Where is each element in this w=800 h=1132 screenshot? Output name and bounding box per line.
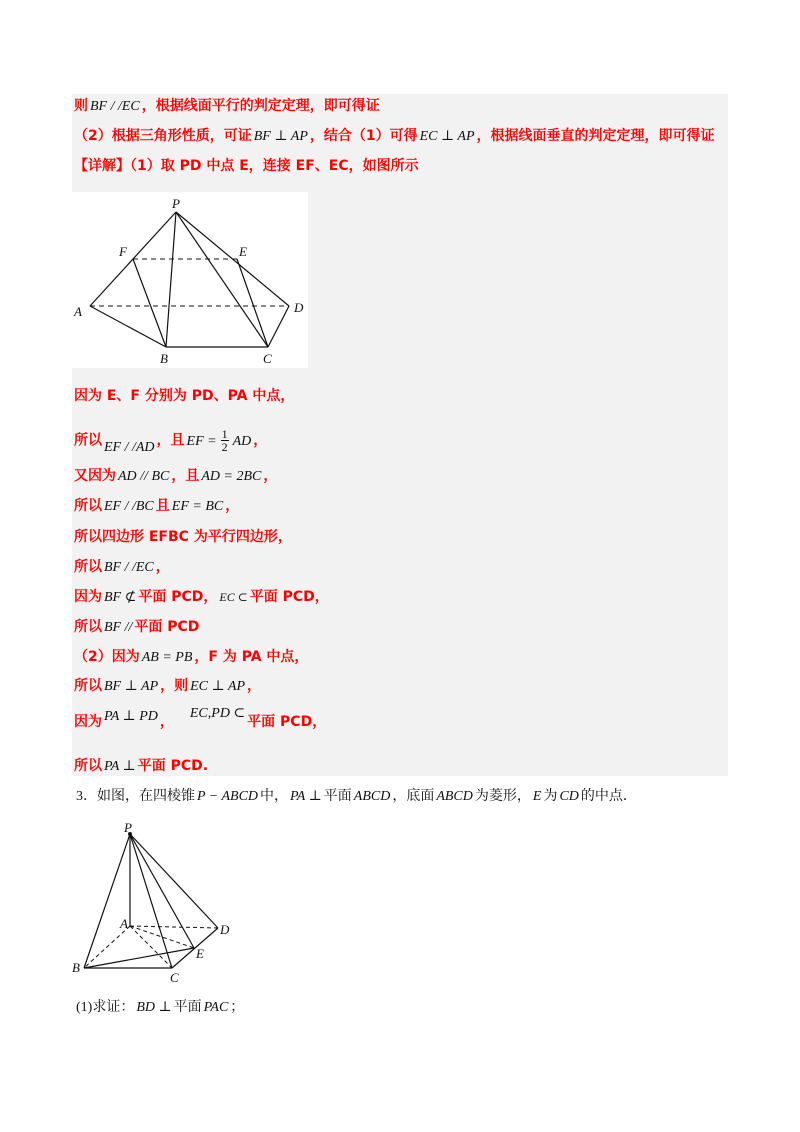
text: ， xyxy=(253,432,268,449)
label-P: P xyxy=(124,820,132,835)
problem-3-stem xyxy=(76,787,637,807)
pyramid-figure-1 xyxy=(72,192,308,368)
math: EF = xyxy=(186,433,217,449)
problem-number: 3． xyxy=(76,789,97,804)
text: ， xyxy=(247,678,262,694)
text: ，且 xyxy=(171,468,200,484)
math: BD ⊥ xyxy=(136,1000,172,1015)
text: 为菱形， xyxy=(474,789,531,804)
solution-line-10 xyxy=(74,587,329,608)
text: ， xyxy=(263,468,278,484)
text: 如图，在四棱锥 xyxy=(97,789,195,804)
label-F: F xyxy=(119,244,127,259)
text: ，F 为 PA 中点， xyxy=(194,649,309,665)
text: 所以 xyxy=(74,432,102,449)
text: 所以 xyxy=(74,678,102,694)
text: 所以 xyxy=(74,559,102,575)
text: ，则 xyxy=(160,678,189,694)
label-A: A xyxy=(120,916,128,931)
text: 因为 xyxy=(74,714,102,730)
label-C: C xyxy=(170,970,179,985)
math: PAC xyxy=(203,1000,229,1015)
math: EC ⊂ xyxy=(219,590,248,604)
solution-line-9 xyxy=(74,557,170,578)
text: 中， xyxy=(260,789,289,804)
pyramid-diagram xyxy=(72,192,308,368)
text: （2）根据三角形性质，可证 xyxy=(74,128,252,144)
math: EC,PD ⊂ xyxy=(189,706,246,721)
math: AD // BC xyxy=(118,469,170,484)
math: EF / /AD xyxy=(104,439,155,455)
pyramid-diagram-2 xyxy=(72,820,244,986)
pyramid-figure-2 xyxy=(72,820,244,986)
math: ABCD xyxy=(353,789,391,804)
text: ， xyxy=(155,559,170,575)
label-P: P xyxy=(172,196,180,211)
text: 平面 PCD. xyxy=(137,758,209,774)
text: 平面 PCD， xyxy=(247,714,327,730)
text: ，根据线面平行的判定定理，即可得证 xyxy=(141,98,380,114)
math: P − ABCD xyxy=(197,789,259,804)
math: BF ⊄ xyxy=(104,590,137,605)
math: PA ⊥ PD xyxy=(104,709,158,724)
label-E: E xyxy=(196,946,204,961)
text: ； xyxy=(230,1000,245,1015)
math: EC ⊥ AP xyxy=(190,679,246,694)
text: 平面 PCD xyxy=(134,619,200,635)
text: 平面 xyxy=(173,1000,202,1015)
solution-line-15 xyxy=(74,756,208,777)
solution-line-6 xyxy=(74,466,277,487)
math: AB = PB xyxy=(141,650,193,665)
solution-line-8 xyxy=(74,527,292,547)
solution-line-4 xyxy=(74,386,294,406)
solution-line-11 xyxy=(74,617,199,638)
label-B: B xyxy=(160,351,168,366)
text: 因为 E、F 分别为 PD、PA 中点， xyxy=(74,388,295,404)
question-number: (1) xyxy=(76,1000,93,1015)
solution-line-7 xyxy=(74,496,239,517)
text: 则 xyxy=(74,98,88,114)
math: EF / /BC xyxy=(104,499,154,514)
text: 所以四边形 EFBC 为平行四边形， xyxy=(74,529,292,545)
math: BF ⊥ AP xyxy=(253,129,308,144)
text: （2）因为 xyxy=(74,649,140,665)
math: BF ⊥ AP xyxy=(104,679,159,694)
text: 所以 xyxy=(74,498,102,514)
text: 所以 xyxy=(74,758,102,774)
text: 求证： xyxy=(92,1000,135,1015)
math: BF // xyxy=(104,620,133,635)
text: ，结合（1）可得 xyxy=(309,128,418,144)
text: 所以 xyxy=(74,619,102,635)
solution-line-5 xyxy=(74,428,267,453)
label-D: D xyxy=(220,922,230,937)
math: PA ⊥ xyxy=(290,789,322,804)
text: 且 xyxy=(155,498,170,514)
math: BF / /EC xyxy=(104,560,154,575)
fraction-numerator: 1 xyxy=(221,427,228,441)
text: 平面 PCD， xyxy=(249,589,329,605)
text: ，根据线面垂直的判定定理，即可得证 xyxy=(476,128,715,144)
text: ，底面 xyxy=(392,789,435,804)
math: CD xyxy=(559,789,579,804)
math: AD = 2BC xyxy=(201,469,262,484)
label-E: E xyxy=(239,244,247,259)
solution-line-3 xyxy=(74,156,419,176)
question-1 xyxy=(76,998,244,1018)
text: ， xyxy=(225,498,240,514)
text: ，且 xyxy=(156,432,185,449)
math: EC ⊥ AP xyxy=(419,129,475,144)
text: 【详解】（1）取 PD 中点 E，连接 EF、EC，如图所示 xyxy=(74,158,419,174)
solution-line-2 xyxy=(74,126,715,147)
text: 又因为 xyxy=(74,468,116,484)
math: PA ⊥ xyxy=(104,759,136,774)
solution-line-12 xyxy=(74,647,308,668)
math: BF / /EC xyxy=(90,99,140,114)
text: 平面 xyxy=(323,789,352,804)
text: 平面 PCD， xyxy=(138,589,218,605)
label-C: C xyxy=(263,351,272,366)
label-A: A xyxy=(74,304,82,319)
solution-line-13 xyxy=(74,676,261,697)
fraction-denominator: 2 xyxy=(221,440,228,454)
label-B: B xyxy=(72,960,80,975)
fraction xyxy=(221,428,229,453)
text: 为 xyxy=(543,789,558,804)
math: E xyxy=(532,789,542,804)
text: 的中点． xyxy=(580,789,637,804)
math: EF = BC xyxy=(171,499,224,514)
text: 因为 xyxy=(74,589,102,605)
solution-line-1 xyxy=(74,96,380,117)
text: ， xyxy=(159,714,174,730)
math: AD xyxy=(232,433,252,449)
math: ABCD xyxy=(436,789,473,804)
label-D: D xyxy=(294,300,304,315)
solution-line-14 xyxy=(74,706,327,733)
